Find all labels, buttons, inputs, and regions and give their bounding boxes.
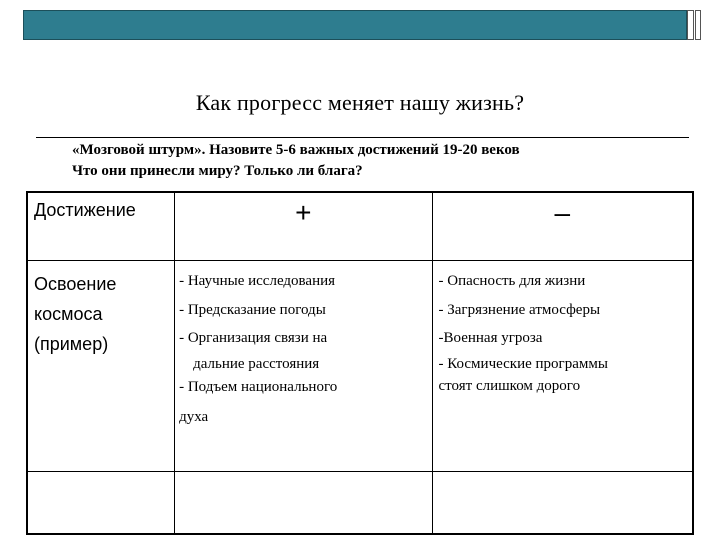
minus-list (432, 261, 693, 472)
list-item: стоят слишком дорого (438, 377, 581, 394)
subtitle-line-1: «Мозговой штурм». Назовите 5-6 важных достижений 19-20 веков (72, 142, 520, 158)
list-item: дальние расстояния (193, 355, 320, 372)
list-item: - Научные исследования (179, 273, 336, 289)
header-plus: + (175, 192, 432, 261)
table-header-row (27, 192, 693, 261)
header-bar-square (695, 10, 701, 40)
list-item: - Организация связи на (179, 330, 328, 346)
list-item: духа (179, 408, 209, 425)
list-item: - Опасность для жизни (438, 273, 586, 289)
header-bar-square (687, 10, 694, 40)
empty-cell (27, 472, 175, 535)
plus-list (175, 261, 432, 472)
empty-cell (175, 472, 432, 535)
list-item: -Военная угроза (438, 330, 543, 346)
table-row (27, 261, 693, 472)
achievements-table (26, 191, 694, 535)
table-row (27, 472, 693, 535)
slide-title: Как прогресс меняет нашу жизнь? (195, 90, 525, 115)
header-bar (23, 10, 687, 40)
header-achievement: Достижение (27, 192, 175, 261)
row-label-line: космоса (34, 304, 103, 324)
list-item: - Загрязнение атмосферы (438, 301, 601, 318)
empty-cell (432, 472, 693, 535)
divider (36, 137, 689, 138)
subtitle-line-2: Что они принесли миру? Только ли блага? (72, 163, 363, 179)
row-label-line: (пример) (34, 334, 109, 354)
header-minus: – (432, 192, 693, 261)
list-item: - Подъем национального (179, 378, 338, 395)
list-item: - Предсказание погоды (179, 301, 326, 318)
row-label-line: Освоение (34, 274, 117, 294)
list-item: - Космические программы (438, 355, 608, 372)
row-label (27, 261, 175, 472)
